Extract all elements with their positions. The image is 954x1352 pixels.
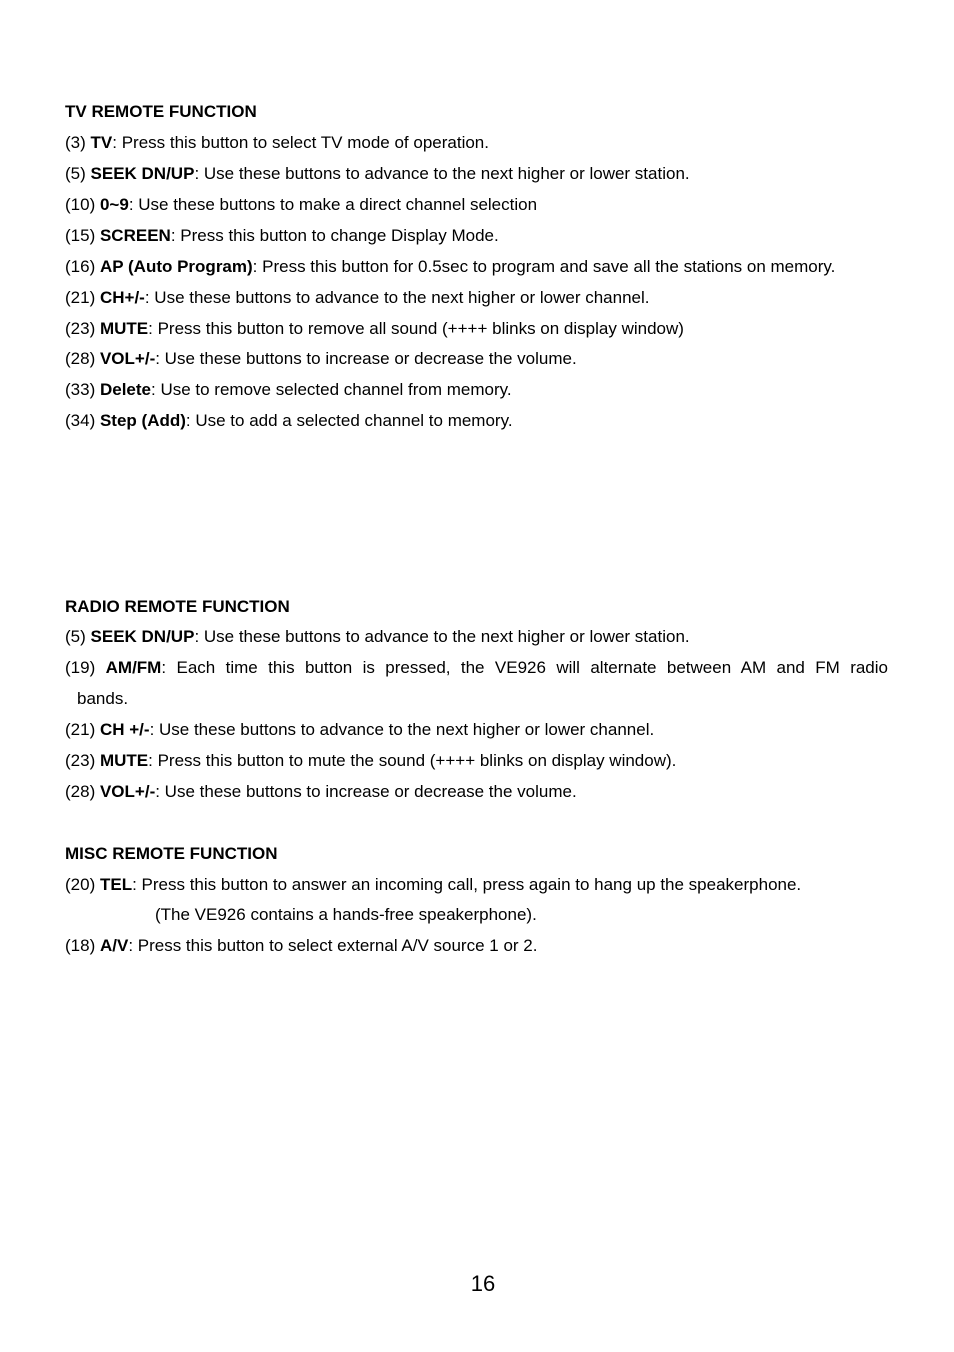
tv-item-23: (23) MUTE: Press this button to remove all sound (++++ blinks on display window) xyxy=(65,319,684,338)
tv-item-16: (16) AP (Auto Program): Press this button for 0.5sec to program and save all the stations on memory. xyxy=(65,257,836,276)
radio-item-5: (5) SEEK DN/UP: Use these buttons to advance to the next higher or lower station. xyxy=(65,627,690,646)
page-number: 16 xyxy=(470,1271,496,1296)
tv-section-title: TV REMOTE FUNCTION xyxy=(65,102,257,121)
misc-section-title: MISC REMOTE FUNCTION xyxy=(65,844,278,863)
misc-item-18: (18) A/V: Press this button to select external A/V source 1 or 2. xyxy=(65,936,538,955)
tv-item-28: (28) VOL+/-: Use these buttons to increase or decrease the volume. xyxy=(65,349,577,368)
radio-section-title: RADIO REMOTE FUNCTION xyxy=(65,597,290,616)
tv-item-3: (3) TV: Press this button to select TV mode of operation. xyxy=(65,133,489,152)
tv-item-15: (15) SCREEN: Press this button to change Display Mode. xyxy=(65,226,499,245)
radio-item-28: (28) VOL+/-: Use these buttons to increase or decrease the volume. xyxy=(65,782,577,801)
tv-item-33: (33) Delete: Use to remove selected channel from memory. xyxy=(65,380,512,399)
misc-item-20-continuation: (The VE926 contains a hands-free speakerphone). xyxy=(155,905,537,924)
tv-item-34: (34) Step (Add): Use to add a selected channel to memory. xyxy=(65,411,513,430)
tv-item-21: (21) CH+/-: Use these buttons to advance to the next higher or lower channel. xyxy=(65,288,650,307)
radio-item-21: (21) CH +/-: Use these buttons to advance to the next higher or lower channel. xyxy=(65,720,655,739)
misc-item-20: (20) TEL: Press this button to answer an incoming call, press again to hang up the speakerphone. xyxy=(65,875,802,894)
radio-item-23: (23) MUTE: Press this button to mute the sound (++++ blinks on display window). xyxy=(65,751,677,770)
radio-item-19-continuation: bands. xyxy=(77,689,129,708)
radio-item-19: (19) AM/FM: Each time this button is pressed, the VE926 will alternate between AM and FM radio xyxy=(65,658,888,677)
tv-item-5: (5) SEEK DN/UP: Use these buttons to advance to the next higher or lower station. xyxy=(65,164,690,183)
tv-item-10: (10) 0~9: Use these buttons to make a direct channel selection xyxy=(65,195,538,214)
